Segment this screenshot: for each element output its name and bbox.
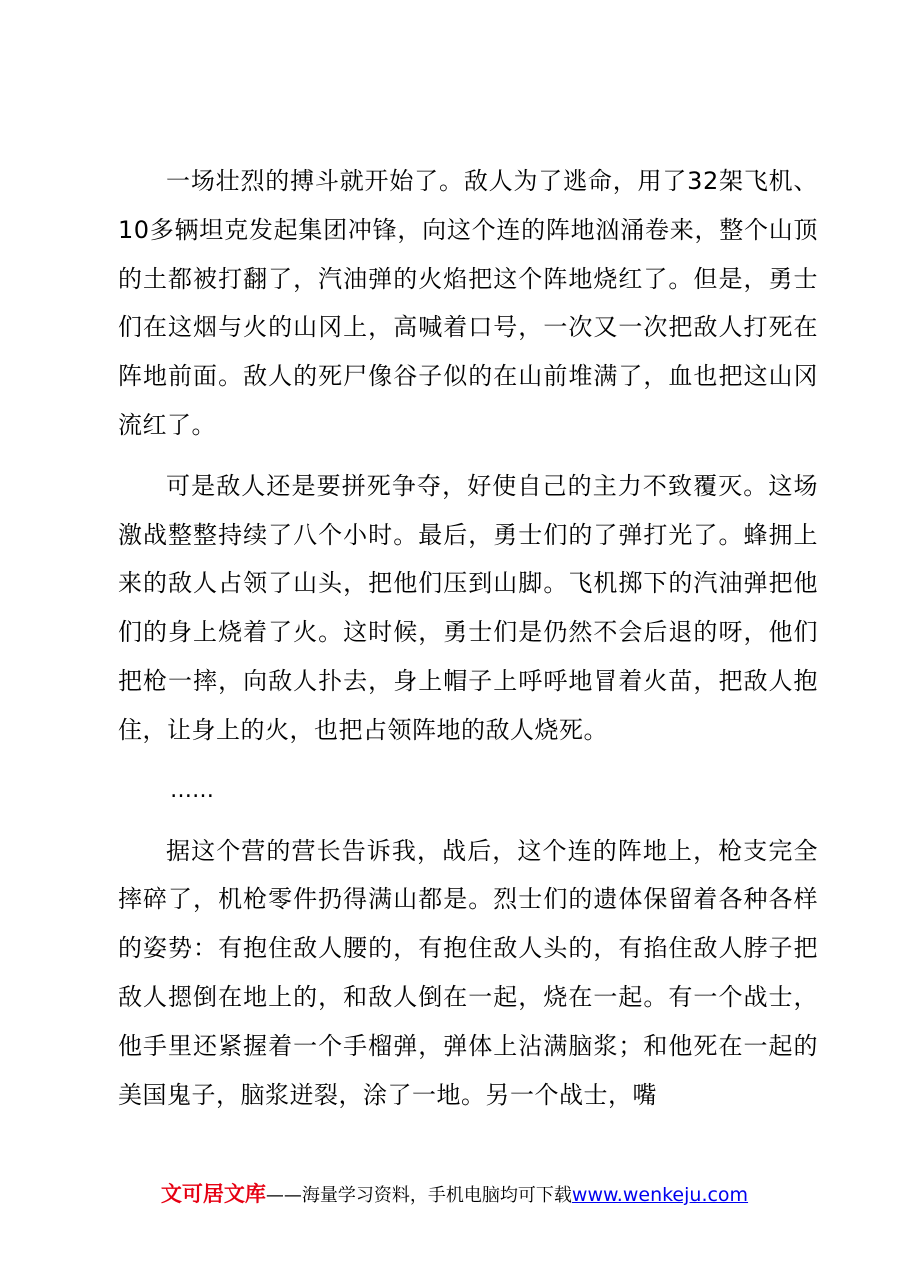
paragraph-3: 据这个营的营长告诉我，战后，这个连的阵地上，枪支完全摔碎了，机枪零件扔得满山都是。烈士们的遗体保留着各种各样的姿势：有抱住敌人腰的，有抱住敌人头的，有掐住敌人脖子把敌人摁倒在地上的，和敌人倒在一起，烧在一起。有一个战士，他手里还紧握着一个手榴弹，弹体上沾满脑浆；和他死在一起的美国鬼子，脑浆迸裂，涂了一地。另一个战士，嘴 <box>118 836 818 1109</box>
document-body <box>118 157 818 1131</box>
footer-slogan: ——海量学习资料，手机电脑均可下载 <box>265 1185 572 1206</box>
footer-banner <box>0 1180 909 1210</box>
ellipsis-line: …… <box>170 777 214 803</box>
paragraph-2: 可是敌人还是要拼死争夺，好使自己的主力不致覆灭。这场激战整整持续了八个小时。最后，勇士们的了弹打光了。蜂拥上来的敌人占领了山头，把他们压到山脚。飞机掷下的汽油弹把他们的身上烧着了火。这时候，勇士们是仍然不会后退的呀，他们把枪一摔，向敌人扑去，身上帽子上呼呼地冒着火苗，把敌人抱住，让身上的火，也把占领阵地的敌人烧死。 <box>118 471 818 744</box>
paragraph-1: 一场壮烈的搏斗就开始了。敌人为了逃命，用了32架飞机、10多辆坦克发起集团冲锋，向这个连的阵地汹涌卷来，整个山顶的土都被打翻了，汽油弹的火焰把这个阵地烧红了。但是，勇士们在这烟与火的山冈上，高喊着口号，一次又一次把敌人打死在阵地前面。敌人的死尸像谷子似的在山前堆满了，血也把这山冈流红了。 <box>118 167 818 439</box>
footer-brand: 文可居文库 <box>160 1182 266 1206</box>
footer-website-link[interactable]: www.wenkeju.com <box>571 1184 749 1206</box>
